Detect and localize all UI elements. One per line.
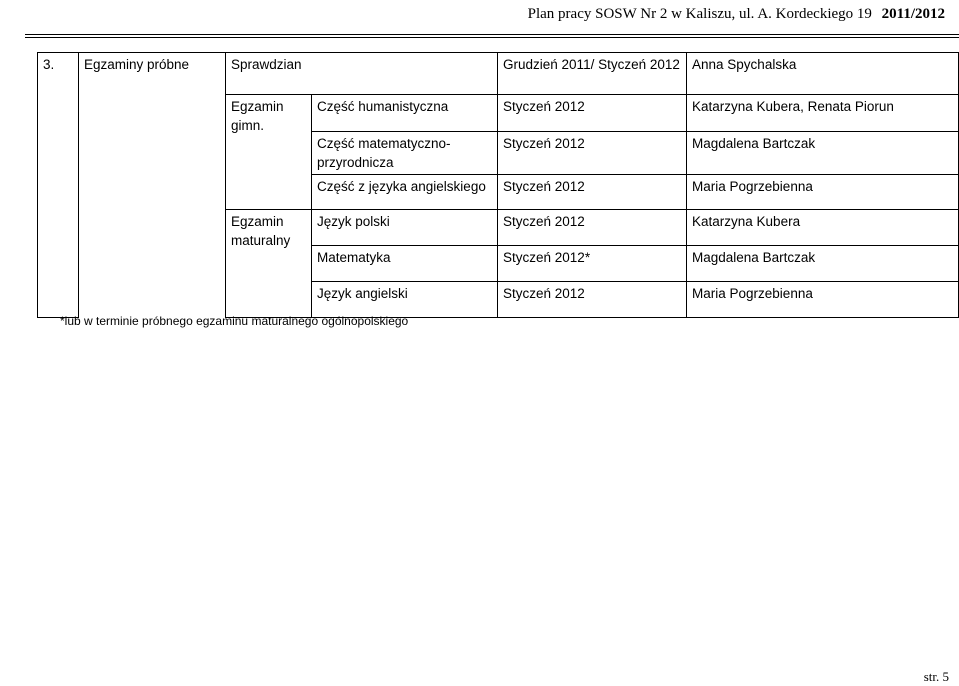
sprawdzian-date: Grudzień 2011/ Styczeń 2012 [498, 53, 687, 95]
sprawdzian-person: Anna Spychalska [687, 53, 959, 95]
sprawdzian-label: Sprawdzian [226, 53, 498, 95]
row-number: 3. [38, 53, 79, 318]
matura-date: Styczeń 2012* [498, 246, 687, 282]
gimn-part: Część z języka angielskiego [312, 175, 498, 210]
gimn-part: Część matematyczno-przyrodnicza [312, 132, 498, 175]
page-number: str. 5 [923, 669, 949, 684]
matura-person: Maria Pogrzebienna [687, 282, 959, 318]
gimn-person: Maria Pogrzebienna [687, 175, 959, 210]
gimn-person: Magdalena Bartczak [687, 132, 959, 175]
header-year: 2011/2012 [881, 6, 945, 22]
maturalny-label: Egzamin maturalny [226, 210, 312, 318]
header-rule-secondary [25, 37, 959, 38]
gimn-part: Część humanistyczna [312, 95, 498, 132]
gimn-person: Katarzyna Kubera, Renata Piorun [687, 95, 959, 132]
matura-part: Język polski [312, 210, 498, 246]
gimn-label: Egzamin gimn. [226, 95, 312, 210]
header-rule [25, 34, 959, 35]
page-header [528, 6, 945, 23]
matura-person: Katarzyna Kubera [687, 210, 959, 246]
header-title: Plan pracy SOSW Nr 2 w Kaliszu, ul. A. Kordeckiego 19 [527, 6, 872, 22]
footnote: *lub w terminie próbnego egzaminu maturalnego ogólnopolskiego [60, 314, 409, 328]
category-cell: Egzaminy próbne [79, 53, 226, 318]
gimn-date: Styczeń 2012 [498, 175, 687, 210]
matura-date: Styczeń 2012 [498, 210, 687, 246]
table-row [38, 53, 959, 95]
matura-part: Matematyka [312, 246, 498, 282]
exam-plan-table [37, 52, 959, 318]
gimn-date: Styczeń 2012 [498, 95, 687, 132]
matura-person: Magdalena Bartczak [687, 246, 959, 282]
matura-part: Język angielski [312, 282, 498, 318]
gimn-date: Styczeń 2012 [498, 132, 687, 175]
matura-date: Styczeń 2012 [498, 282, 687, 318]
